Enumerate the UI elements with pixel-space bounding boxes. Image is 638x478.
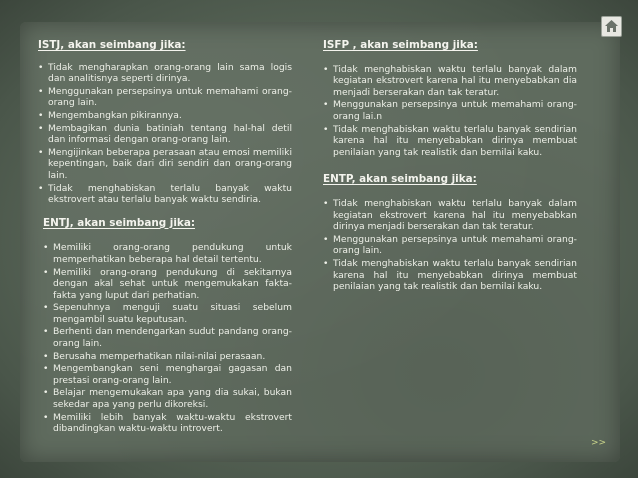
list-item: • Sepenuhnya menguji suatu situasi sebelum mengambil suatu keputusan. xyxy=(43,302,292,325)
list-item: • Mengijinkan beberapa perasaan atau emosi memiliki kepentingan, baik dari diri sendiri dan orang-orang lain. xyxy=(38,147,292,182)
istj-heading: ISTJ, akan seimbang jika: xyxy=(38,39,186,51)
entj-heading: ENTJ, akan seimbang jika: xyxy=(43,216,195,229)
list-item: • Tidak menghabiskan waktu terlalu banyak sendirian karena hal itu menyebabkan dirinya membuat penilaian yang tak realistik dan bernilai kaku. xyxy=(323,258,577,293)
entj-list xyxy=(43,242,292,435)
left-column xyxy=(38,40,292,436)
istj-section xyxy=(38,40,292,206)
list-item: • Membagikan dunia batiniah tentang hal-hal detil dan informasi dengan orang-orang lain. xyxy=(38,123,292,146)
entj-section xyxy=(38,218,292,435)
list-item: • Menggunakan persepsinya untuk memahami orang-orang lain. xyxy=(323,234,577,257)
list-item: • Tidak mengharapkan orang-orang lain sama logis dan analitisnya seperti dirinya. xyxy=(38,62,292,85)
list-item: • Menggunakan persepsinya untuk memahami orang-orang lai.n xyxy=(323,99,577,122)
isfp-heading: ISFP , akan seimbang jika: xyxy=(323,39,478,51)
list-item: • Berhenti dan mendengarkan sudut pandang orang-orang lain. xyxy=(43,326,292,349)
list-item: • Tidak menghabiskan terlalu banyak waktu ekstrovert atau terlalu banyak waktu sendiria. xyxy=(38,183,292,206)
list-item: • Belajar mengemukakan apa yang dia sukai, bukan sekedar apa yang perlu dikoreksi. xyxy=(43,387,292,410)
entp-list xyxy=(323,198,577,293)
list-item: • Memiliki lebih banyak waktu-waktu ekstrovert dibandingkan waktu-waktu introvert. xyxy=(43,412,292,435)
entp-section xyxy=(323,174,577,292)
list-item: • Tidak menghabiskan waktu terlalu banyak dalam kegiatan ekstrovert karena hal itu menyebabkan dia menjadi berserakan dan tak teratur. xyxy=(323,64,577,99)
home-button[interactable] xyxy=(601,16,622,37)
list-item: • Memiliki orang-orang pendukung di sekitarnya dengan akal sehat untuk mengemukakan fakta-fakta yang luput dari perhatian. xyxy=(43,267,292,302)
isfp-section xyxy=(323,40,577,158)
list-item: • Mengembangkan seni menghargai gagasan dan prestasi orang-orang lain. xyxy=(43,363,292,386)
entp-heading: ENTP, akan seimbang jika: xyxy=(323,173,477,186)
list-item: • Berusaha memperhatikan nilai-nilai perasaan. xyxy=(43,351,292,363)
isfp-list xyxy=(323,64,577,159)
istj-list xyxy=(38,62,292,206)
list-item: • Tidak menghabiskan waktu terlalu banyak sendirian karena hal itu menyebabkan dirinya membuat penilaian yang tak realistik dan bernilai kaku. xyxy=(323,124,577,159)
list-item: • Memiliki orang-orang pendukung untuk memperhatikan beberapa hal detail tertentu. xyxy=(43,242,292,265)
list-item: • Mengembangkan pikirannya. xyxy=(38,110,292,122)
list-item: • Tidak menghabiskan waktu terlalu banyak dalam kegiatan ekstrovert karena hal itu menyebabkan dirinya menjadi berserakan dan tak teratur. xyxy=(323,198,577,233)
next-slide-link[interactable]: >> xyxy=(591,438,607,448)
home-icon xyxy=(602,17,621,36)
right-column xyxy=(323,40,577,294)
list-item: • Menggunakan persepsinya untuk memahami orang-orang lain. xyxy=(38,86,292,109)
